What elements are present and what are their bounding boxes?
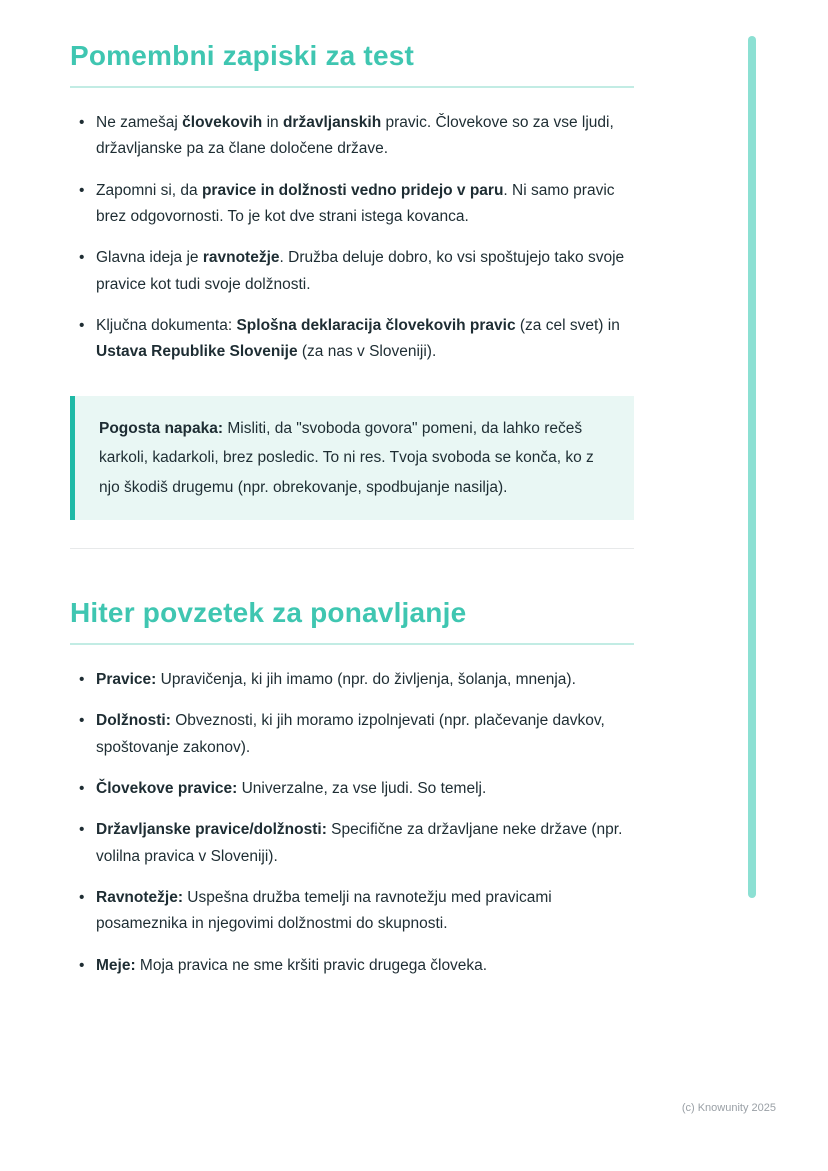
list-item: [70, 817, 634, 870]
bold-text: državljanskih: [282, 114, 382, 131]
list-item: [70, 245, 634, 298]
bold-text: pravice in dolžnosti vedno pridejo v paru: [201, 181, 504, 199]
bold-text: Državljanske pravice/dolžnosti:: [96, 821, 327, 839]
bold-text: Meje:: [96, 956, 136, 974]
callout-text: [99, 420, 594, 496]
list-item: [70, 110, 634, 163]
list-item: [70, 708, 634, 761]
text-run: Glavna ideja je: [96, 249, 203, 267]
list-item: [70, 776, 634, 802]
text-run: Zapomni si, da: [96, 181, 202, 199]
section-title-notes: Pomembni zapiski za test: [70, 40, 634, 88]
summary-bullet-list: [70, 667, 634, 979]
section-notes: [70, 40, 634, 520]
section-divider: [70, 548, 634, 549]
text-run: Moja pravica ne sme kršiti pravic drugega človeka.: [135, 956, 488, 974]
text-run: Univerzalne, za vse ljudi. So temelj.: [237, 780, 487, 798]
bold-text: Splošna deklaracija človekovih pravic: [236, 317, 516, 335]
list-item: [70, 885, 634, 938]
text-run: (za cel svet) in: [515, 317, 620, 335]
section-title-summary: Hiter povzetek za ponavljanje: [70, 597, 634, 645]
text-run: . Družba deluje dobro, ko vsi spoštujejo tako svoje pravice kot tudi svoje dolžnosti.: [96, 249, 625, 293]
text-run: . Ni samo pravic brez odgovornosti. To je kot dve strani istega kovanca.: [96, 181, 615, 226]
notes-bullet-list: [70, 110, 634, 366]
vertical-accent-bar: [748, 36, 756, 898]
section-summary: [70, 597, 634, 979]
text-run: Upravičenja, ki jih imamo (npr. do življenja, šolanja, mnenja).: [156, 671, 576, 689]
bold-text: ravnotežje: [202, 249, 280, 267]
text-run: Misliti, da "svoboda govora" pomeni, da lahko rečeš karkoli, kadarkoli, brez posledic. To ni res. Tvoja svoboda se konča, ko z njo škodiš drugemu (npr. obrekovanje, spodbujanje nasilja).: [99, 419, 594, 496]
bold-text: Pogosta napaka:: [99, 419, 224, 437]
bold-text: Dolžnosti:: [96, 712, 171, 730]
text-run: Ključna dokumenta:: [96, 317, 237, 335]
list-item: [70, 953, 634, 979]
text-run: Uspešna družba temelji na ravnotežju med pravicami posameznika in njegovimi dolžnostmi do skupnosti.: [96, 889, 552, 933]
bold-text: Pravice:: [96, 671, 157, 689]
bold-text: Ustava Republike Slovenije: [96, 343, 298, 361]
list-item: [70, 667, 634, 693]
text-run: in: [262, 114, 283, 131]
list-item: [70, 313, 634, 366]
text-run: Specifične za državljane neke države (npr. volilna pravica v Sloveniji).: [96, 821, 623, 865]
common-mistake-callout: [70, 396, 634, 520]
footer-credit: (c) Knowunity 2025: [681, 1102, 776, 1114]
bold-text: Ravnotežje:: [96, 889, 183, 907]
text-run: (za nas v Sloveniji).: [297, 343, 437, 361]
text-run: Obveznosti, ki jih moramo izpolnjevati (npr. plačevanje davkov, spoštovanje zakonov).: [96, 712, 605, 756]
list-item: [70, 178, 634, 231]
text-run: Ne zamešaj: [96, 114, 183, 131]
text-run: pravic. Človekove so za vse ljudi, državljanske pa za člane določene države.: [96, 114, 614, 158]
bold-text: človekovih: [182, 114, 263, 131]
bold-text: Človekove pravice:: [96, 780, 238, 798]
document-content: [70, 40, 634, 994]
